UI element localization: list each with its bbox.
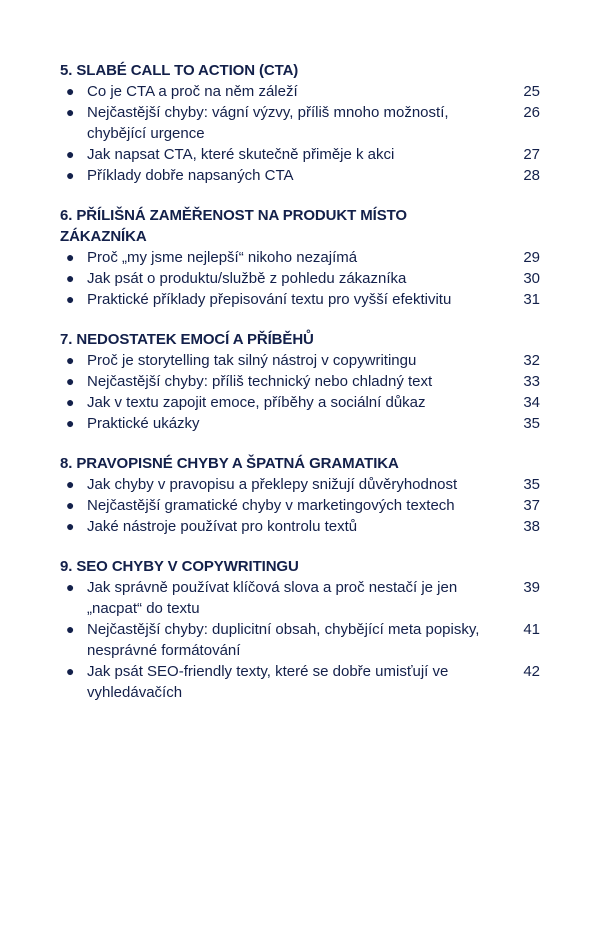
- toc-entry: [60, 144, 540, 165]
- entry-text: Jak psát o produktu/službě z pohledu zákazníka: [87, 270, 407, 287]
- section-heading: 5. SLABÉ CALL TO ACTION (CTA): [60, 62, 299, 79]
- bullet-icon: ●: [66, 621, 75, 637]
- bullet-icon: ●: [66, 167, 75, 183]
- bullet-icon: ●: [66, 249, 75, 265]
- entry-text: Nejčastější chyby: duplicitní obsah, chybějící meta popisky, nesprávné formátování: [87, 621, 480, 659]
- table-of-contents: [60, 60, 540, 722]
- toc-entry: [60, 619, 540, 661]
- entry-text: Nejčastější gramatické chyby v marketingových textech: [87, 497, 455, 514]
- page-number: 34: [523, 394, 540, 411]
- entry-text: Praktické příklady přepisování textu pro vyšší efektivitu: [87, 291, 452, 308]
- bullet-icon: ●: [66, 476, 75, 492]
- page-number: 32: [523, 352, 540, 369]
- toc-entry: [60, 474, 540, 495]
- bullet-icon: ●: [66, 291, 75, 307]
- page-number: 28: [523, 167, 540, 184]
- toc-entry: [60, 350, 540, 371]
- bullet-icon: ●: [66, 579, 75, 595]
- section-heading: 7. NEDOSTATEK EMOCÍ A PŘÍBĚHŮ: [60, 331, 314, 348]
- entry-text: Proč „my jsme nejlepší“ nikoho nezajímá: [87, 249, 358, 266]
- toc-entry: [60, 661, 540, 703]
- page-number: 26: [523, 104, 540, 121]
- entry-text: Co je CTA a proč na něm záleží: [87, 83, 298, 100]
- section-heading: 6. PŘÍLIŠNÁ ZAMĚŘENOST NA PRODUKT MÍSTO ZÁKAZNÍKA: [60, 207, 407, 245]
- page-number: 41: [523, 621, 540, 638]
- bullet-icon: ●: [66, 518, 75, 534]
- bullet-icon: ●: [66, 352, 75, 368]
- toc-entry: [60, 289, 540, 310]
- section-items: [60, 350, 540, 434]
- page-number: 33: [523, 373, 540, 390]
- bullet-icon: ●: [66, 146, 75, 162]
- section-heading: 9. SEO CHYBY V COPYWRITINGU: [60, 558, 299, 575]
- page-number: 30: [523, 270, 540, 287]
- toc-entry: [60, 268, 540, 289]
- toc-entry: [60, 371, 540, 392]
- toc-entry: [60, 516, 540, 537]
- bullet-icon: ●: [66, 83, 75, 99]
- entry-text: Nejčastější chyby: příliš technický nebo chladný text: [87, 373, 433, 390]
- toc-section-8: [60, 453, 540, 537]
- toc-entry: [60, 495, 540, 516]
- page-number: 27: [523, 146, 540, 163]
- page-number: 29: [523, 249, 540, 266]
- entry-text: Nejčastější chyby: vágní výzvy, příliš mnoho možností, chybějící urgence: [87, 104, 449, 142]
- bullet-icon: ●: [66, 497, 75, 513]
- bullet-icon: ●: [66, 373, 75, 389]
- toc-entry: [60, 392, 540, 413]
- section-heading: 8. PRAVOPISNÉ CHYBY A ŠPATNÁ GRAMATIKA: [60, 455, 399, 472]
- toc-entry: [60, 413, 540, 434]
- entry-text: Jak správně používat klíčová slova a proč nestačí je jen „nacpat“ do textu: [87, 579, 458, 617]
- section-items: [60, 577, 540, 703]
- entry-text: Jak v textu zapojit emoce, příběhy a sociální důkaz: [87, 394, 426, 411]
- page-number: 35: [523, 415, 540, 432]
- toc-section-9: [60, 556, 540, 703]
- toc-entry: [60, 247, 540, 268]
- page-number: 31: [523, 291, 540, 308]
- toc-section-7: [60, 329, 540, 434]
- page-number: 25: [523, 83, 540, 100]
- toc-entry: [60, 102, 540, 144]
- entry-text: Proč je storytelling tak silný nástroj v copywritingu: [87, 352, 417, 369]
- toc-entry: [60, 577, 540, 619]
- bullet-icon: ●: [66, 394, 75, 410]
- entry-text: Příklady dobře napsaných CTA: [87, 167, 294, 184]
- bullet-icon: ●: [66, 415, 75, 431]
- entry-text: Jak napsat CTA, které skutečně přiměje k akci: [87, 146, 395, 163]
- toc-entry: [60, 165, 540, 186]
- page-number: 38: [523, 518, 540, 535]
- toc-entry: [60, 81, 540, 102]
- page-number: 35: [523, 476, 540, 493]
- page-number: 39: [523, 579, 540, 596]
- bullet-icon: ●: [66, 104, 75, 120]
- bullet-icon: ●: [66, 663, 75, 679]
- toc-section-6: [60, 205, 540, 310]
- page-number: 37: [523, 497, 540, 514]
- entry-text: Jak psát SEO-friendly texty, které se dobře umisťují ve vyhledávačích: [87, 663, 449, 701]
- toc-section-5: [60, 60, 540, 186]
- bullet-icon: ●: [66, 270, 75, 286]
- entry-text: Jaké nástroje používat pro kontrolu textů: [87, 518, 358, 535]
- entry-text: Jak chyby v pravopisu a překlepy snižují důvěryhodnost: [87, 476, 458, 493]
- section-items: [60, 247, 540, 310]
- section-items: [60, 474, 540, 537]
- section-items: [60, 81, 540, 186]
- page-number: 42: [523, 663, 540, 680]
- entry-text: Praktické ukázky: [87, 415, 200, 432]
